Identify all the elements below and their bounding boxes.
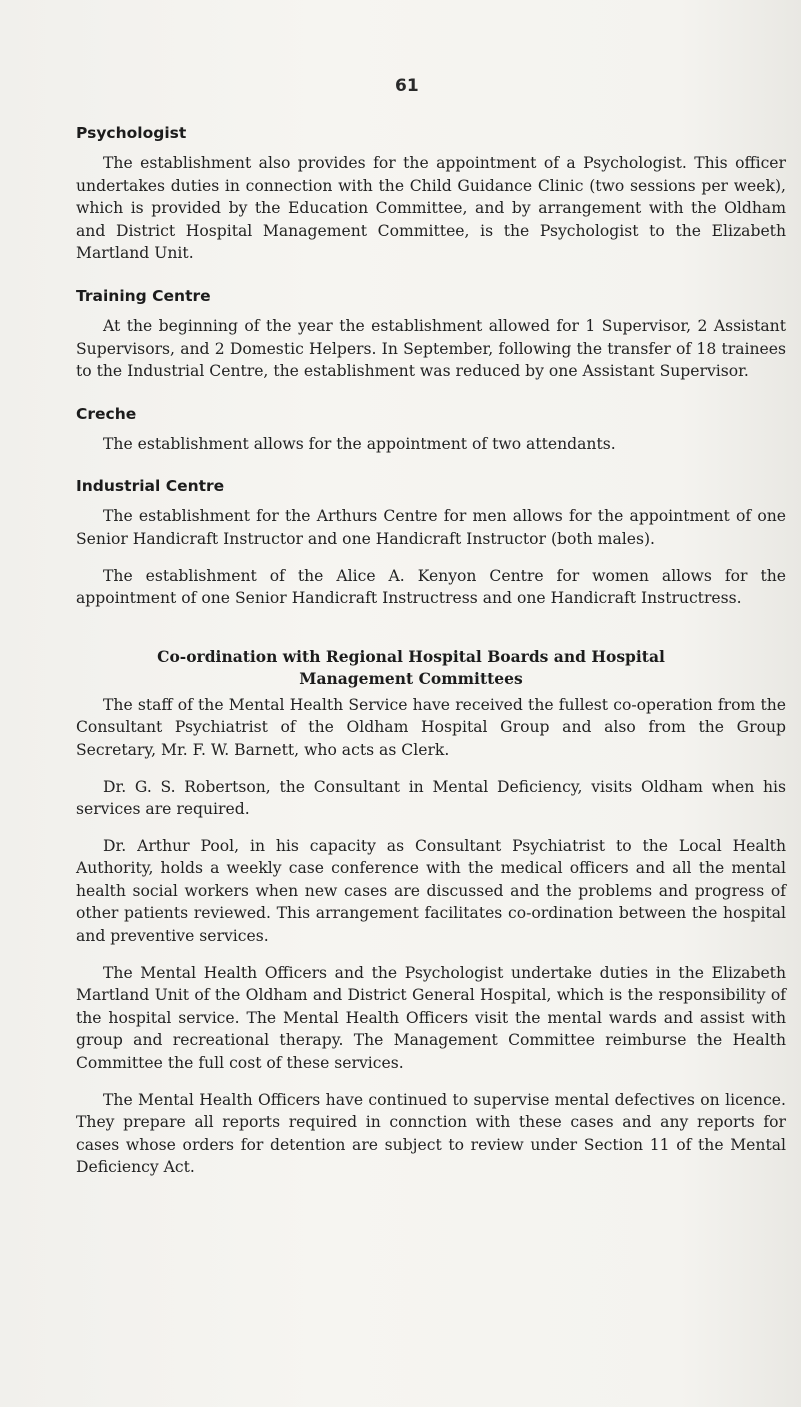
paragraph: The establishment allows for the appointment of two attendants.: [103, 434, 616, 453]
section-heading: Creche: [76, 404, 137, 423]
paragraph: At the beginning of the year the establishment allowed for 1 Supervisor, 2 Assistant Supervisors, and 2 Domestic Helpers. In September, following the transfer of 18 trainees to the Industrial Centre, the establishment was reduced by one Assistant Supervisor.: [76, 316, 786, 381]
page-number: 61: [395, 76, 419, 96]
section-creche: [76, 405, 786, 456]
section-training-centre: [76, 287, 786, 383]
section-heading: Psychologist: [76, 124, 187, 142]
paragraph: The establishment also provides for the appointment of a Psychologist. This officer undertakes duties in connection with the Child Guidance Clinic (two sessions per week), which is provided by the Education Committee, and by arrangement with the Oldham and District Hospital Management Committee, is the Psychologist to the Elizabeth Martland Unit.: [76, 154, 786, 263]
document-body: [76, 124, 786, 1179]
section-heading: Training Centre: [76, 286, 211, 305]
paragraph: The Mental Health Officers and the Psychologist undertake duties in the Elizabeth Martland Unit of the Oldham and District General Hospital, which is the responsibility of the hospital service. The Mental Health Officers visit the mental wards and assist with group and recreational therapy. The Management Committee reimburse the Health Committee the full cost of these services.: [76, 963, 786, 1073]
section-coordination: [76, 646, 786, 1179]
section-heading: [76, 646, 786, 690]
paragraph: The Mental Health Officers have continued to supervise mental defectives on licence. They prepare all reports required in connction with these cases and any reports for cases whose orders for detention are subject to review under Section 11 of the Mental Deficiency Act.: [76, 1090, 786, 1177]
heading-line: Co-ordination with Regional Hospital Boards and Hospital: [157, 646, 665, 666]
heading-line: Management Committees: [299, 668, 523, 688]
section-psychologist: [76, 124, 786, 265]
paragraph: The staff of the Mental Health Service have received the fullest co-operation from the Consultant Psychiatrist of the Oldham Hospital Group and also from the Group Secretary, Mr. F. W. Barnett, who acts as Clerk.: [76, 695, 786, 759]
paragraph: The establishment for the Arthurs Centre for men allows for the appointment of one Senior Handicraft Instructor and one Handicraft Instructor (both males).: [76, 507, 786, 548]
section-industrial-centre: [76, 477, 786, 609]
section-heading: Industrial Centre: [76, 477, 225, 496]
paragraph: Dr. Arthur Pool, in his capacity as Consultant Psychiatrist to the Local Health Authority, holds a weekly case conference with the medical officers and all the mental health social workers when new cases are discussed and the problems and progress of other patients reviewed. This arrangement facilitates co-ordination between the hospital and preventive services.: [76, 836, 786, 946]
paragraph: Dr. G. S. Robertson, the Consultant in Mental Deficiency, visits Oldham when his services are required.: [76, 777, 786, 819]
paragraph: The establishment of the Alice A. Kenyon Centre for women allows for the appointment of one Senior Handicraft Instructress and one Handicraft Instructress.: [76, 566, 786, 608]
